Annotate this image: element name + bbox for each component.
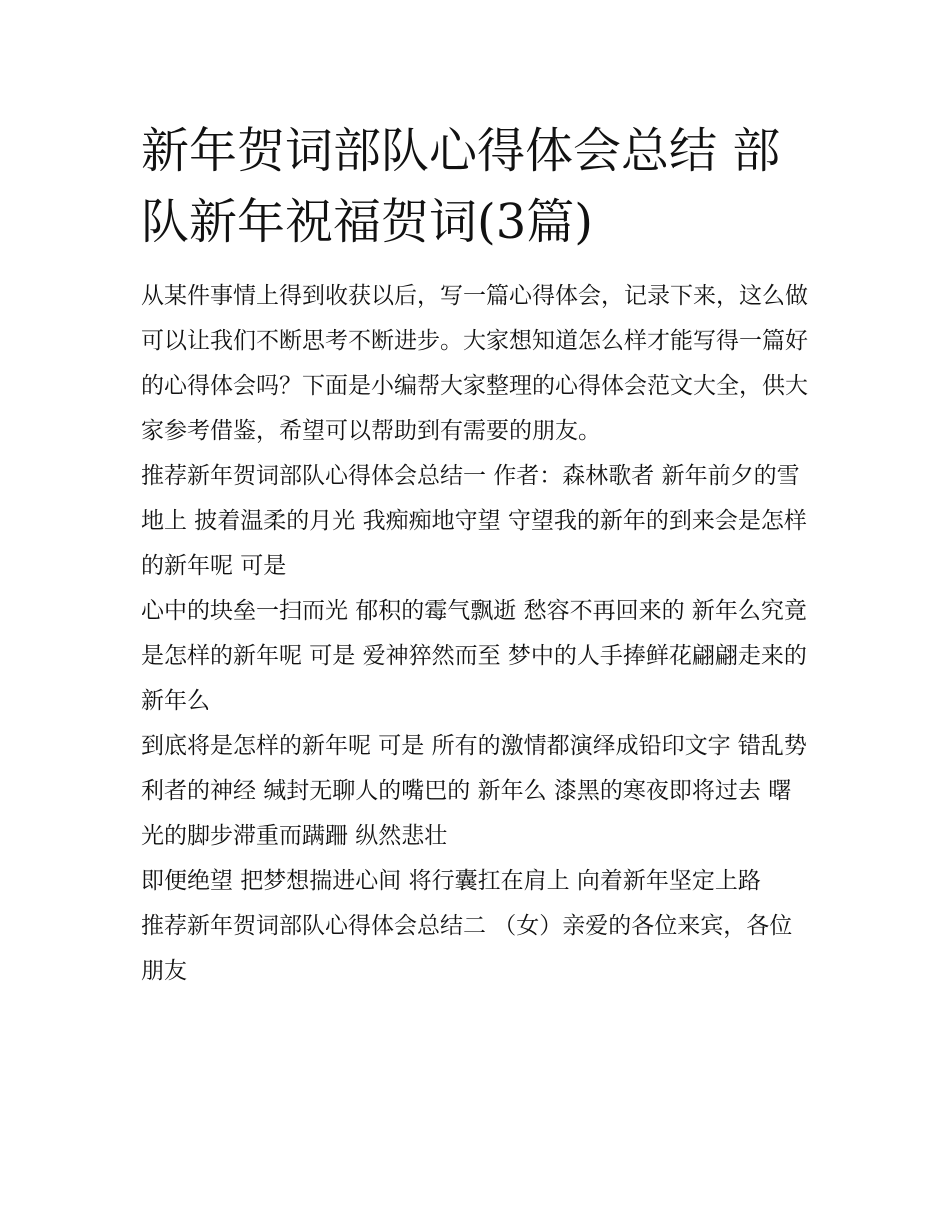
paragraph-intro: 从某件事情上得到收获以后，写一篇心得体会，记录下来，这么做可以让我们不断思考不断进步。大家想知道怎么样才能写得一篇好的心得体会吗？下面是小编帮大家整理的心得体会范文大全，供大家参考借鉴，希望可以帮助到有需要的朋友。 xyxy=(141,283,808,444)
paragraph-poem-2: 心中的块垒一扫而光 郁积的霉气飘逝 愁容不再回来的 新年么究竟是怎样的新年呢 可是 爱神猝然而至 梦中的人手捧鲜花翩翩走来的 新年么 xyxy=(141,598,807,714)
paragraph-poem-1: 推荐新年贺词部队心得体会总结一 作者：森林歌者 新年前夕的雪地上 披着温柔的月光 我痴痴地守望 守望我的新年的到来会是怎样的新年呢 可是 xyxy=(141,463,807,579)
document-page xyxy=(141,116,813,994)
paragraph-section-2: 推荐新年贺词部队心得体会总结二 （女）亲爱的各位来宾，各位朋友 xyxy=(141,913,793,984)
document-body xyxy=(141,274,813,994)
paragraph-poem-3: 到底将是怎样的新年呢 可是 所有的激情都演绎成铅印文字 错乱势利者的神经 缄封无聊人的嘴巴的 新年么 漆黑的寒夜即将过去 曙光的脚步滞重而蹒跚 纵然悲壮 xyxy=(141,733,807,849)
paragraph-poem-4: 即便绝望 把梦想揣进心间 将行囊扛在肩上 向着新年坚定上路 xyxy=(141,868,761,894)
document-title: 新年贺词部队心得体会总结 部队新年祝福贺词(3篇) xyxy=(141,123,781,250)
